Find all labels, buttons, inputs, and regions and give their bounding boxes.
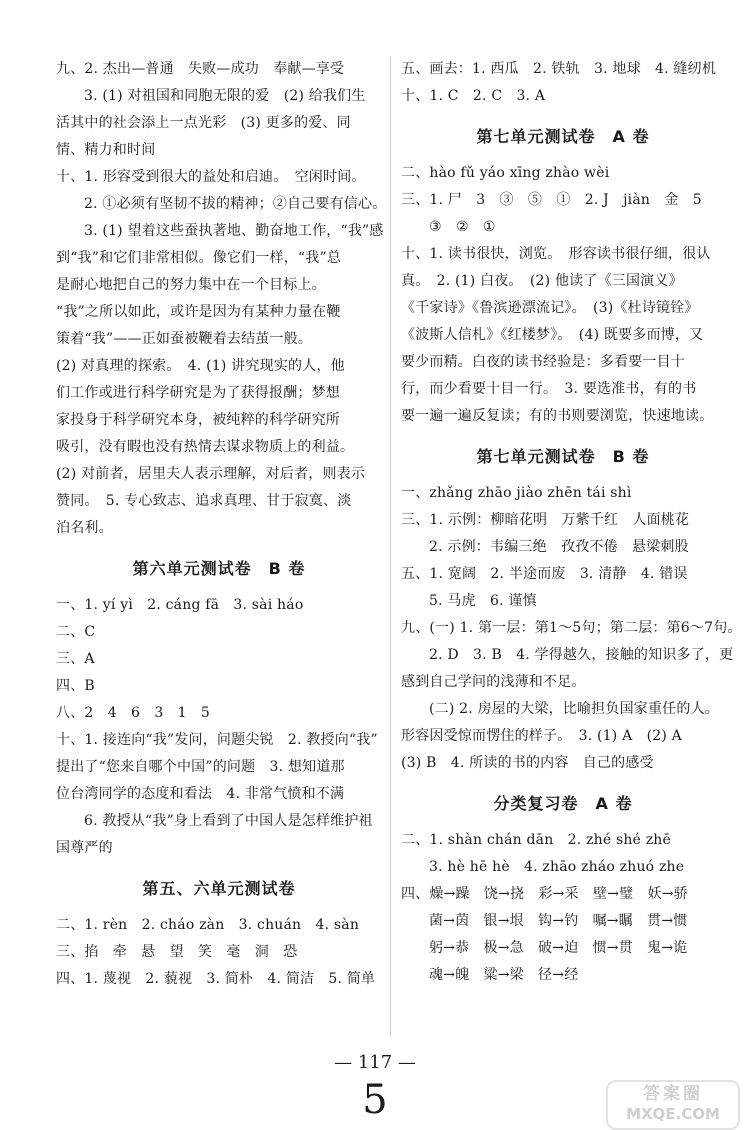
left-block-1: [56, 56, 387, 542]
text-line: 3. (1) 对祖国和同胞无限的爱 (2) 给我们生: [84, 88, 366, 104]
text-line: 3. hè hē hè 4. zhāo zháo zhuó zhe: [429, 859, 685, 875]
text-line: 三、掐 牵 悬 望 笑 毫 洞 恐: [56, 944, 298, 960]
text-line: 2. D 3. B 4. 学得越久，接触的知识多了，更: [429, 647, 734, 663]
page-number: — 117 —: [334, 1052, 416, 1073]
section-heading: 第七单元测试卷 A 卷: [476, 127, 650, 146]
text-line: 四、B: [56, 678, 95, 694]
text-line: 策着“我”——正如蚕被鞭着去结茧一般。: [56, 331, 313, 347]
text-line: 四、燥→躁 饶→挠 彩→采 壁→璧 妖→骄: [401, 886, 688, 902]
right-column: [401, 56, 742, 989]
text-line: 一、1. yí yì 2. cáng fā 3. sài háo: [56, 597, 304, 613]
text-line: 真。 2. (1) 白夜。 (2) 他读了《三国演义》: [401, 273, 683, 289]
text-line: 二、hào fǔ yáo xīng zhào wèi: [401, 165, 610, 181]
text-line: 四、1. 蔑视 2. 藐视 3. 简朴 4. 简洁 5. 简单: [56, 971, 376, 987]
text-line: 《波斯人信札》《红楼梦》。 (4) 既要多而博，又: [401, 327, 704, 343]
section-heading: 分类复习卷 A 卷: [493, 794, 633, 813]
watermark-logo: [606, 1080, 740, 1130]
text-line: 二、1. shàn chán dān 2. zhé shé zhē: [401, 832, 671, 848]
text-line: 十、1. 形容受到很大的益处和启迪。 空闲时间。: [56, 169, 366, 185]
text-line: 躬→恭 极→急 破→迫 惯→贯 鬼→诡: [429, 940, 688, 956]
text-line: 九、(一) 1. 第一层：第1～5句；第二层：第6～7句。: [401, 620, 742, 636]
left-column: [56, 56, 387, 993]
text-line: 魂→魄 粱→梁 径→经: [429, 967, 579, 983]
text-line: 菌→茵 银→垠 钩→钓 嘱→瞩 贯→惯: [429, 913, 688, 929]
text-line: “我”之所以如此，或许是因为有某种力量在鞭: [56, 304, 341, 320]
text-line: 《千家诗》《鲁滨逊漂流记》。 (3)《杜诗镜铨》: [401, 300, 699, 316]
text-line: (二) 2. 房屋的大梁，比喻担负国家重任的人。: [429, 701, 719, 717]
right-block-1: [401, 56, 725, 110]
text-line: (2) 对真理的探索。 4. (1) 讲究现实的人，他: [56, 358, 345, 374]
text-line: 2. ①必须有坚韧不拔的精神；②自己要有信心。: [84, 196, 387, 212]
text-line: 6. 教授从“我”身上看到了中国人是怎样维护祖: [84, 813, 373, 829]
text-line: 要少而精。白夜的读书经验是：多看要一目十: [401, 354, 685, 370]
section-heading: 第六单元测试卷 B 卷: [132, 559, 306, 578]
text-line: 行，而少看要十目一行。 3. 要选准书，有的书: [401, 381, 697, 397]
text-line: 感到自己学问的浅薄和不足。: [401, 674, 586, 690]
text-line: 位台湾同学的态度和看法 4. 非常气愤和不满: [56, 786, 345, 802]
text-line: 2. 示例：韦编三绝 孜孜不倦 悬梁刺股: [429, 539, 689, 555]
text-line: 活其中的社会添上一点光彩 (3) 更多的爱、同: [56, 115, 351, 131]
right-block-3: [401, 480, 742, 777]
text-line: 一、zhǎng zhāo jiào zhēn tái shì: [401, 485, 632, 501]
text-line: (2) 对前者，居里夫人表示理解，对后者，则表示: [56, 466, 366, 482]
text-line: 二、1. rèn 2. cháo zàn 3. chuán 4. sàn: [56, 917, 360, 933]
text-line: 提出了“您来自哪个中国”的问题 3. 想知道那: [56, 759, 345, 775]
text-line: 三、1. 尸 3 ③ ⑤ ① 2. J jiàn 金 5: [401, 192, 702, 208]
text-line: (3) B 4. 所读的书的内容 自己的感受: [401, 755, 654, 771]
section-heading: 第七单元测试卷 B 卷: [476, 447, 650, 466]
watermark-bottom: MXQE.COM: [626, 1105, 720, 1123]
text-line: 五、1. 宽阔 2. 半途而废 3. 清静 4. 错误: [401, 566, 688, 582]
text-line: 们工作或进行科学研究是为了获得报酬；梦想: [56, 385, 340, 401]
text-line: 泊名利。: [56, 520, 113, 536]
right-block-4: [401, 827, 725, 989]
text-line: 是耐心地把自己的努力集中在一个目标上。: [56, 277, 326, 293]
text-line: 形容因受惊而愣住的样子。 3. (1) A (2) A: [401, 728, 682, 744]
text-line: 情、精力和时间: [56, 142, 156, 158]
text-line: 十、1. C 2. C 3. A: [401, 88, 546, 104]
text-line: 赞同。 5. 专心致志、追求真理、甘于寂寞、淡: [56, 493, 352, 509]
text-line: ③ ② ①: [429, 219, 496, 235]
right-block-2: [401, 160, 725, 430]
handwritten-mark: 5: [362, 1077, 388, 1123]
text-line: 3. (1) 望着这些蚕执著地、勤奋地工作，“我”感: [84, 223, 384, 239]
text-line: 5. 马虎 6. 谨慎: [429, 593, 537, 609]
text-line: 五、画去：1. 西瓜 2. 铁轨 3. 地球 4. 缝纫机: [401, 61, 717, 77]
left-block-2: [56, 592, 382, 862]
text-line: 家投身于科学研究本身，被纯粹的科学研究所: [56, 412, 340, 428]
text-line: 到“我”和它们非常相似。像它们一样，“我”总: [56, 250, 342, 266]
text-line: 十、1. 接连向“我”发问，问题尖锐 2. 教授向“我”: [56, 732, 378, 748]
text-line: 八、2 4 6 3 1 5: [56, 705, 211, 721]
column-divider: [390, 56, 391, 1036]
text-line: 吸引，没有暇也没有热情去谋求物质上的利益。: [56, 439, 355, 455]
section-heading: 第五、六单元测试卷: [142, 879, 296, 898]
text-line: 要一遍一遍反复读；有的书则要浏览，快速地读。: [401, 408, 714, 424]
text-line: 九、2. 杰出—普通 失败—成功 奉献—享受: [56, 61, 345, 77]
watermark-top: 答案圈: [643, 1084, 703, 1104]
text-line: 十、1. 读书很快，浏览。 形容读书很仔细，很认: [401, 246, 711, 262]
text-line: 三、1. 示例：柳暗花明 万紫千红 人面桃花: [401, 512, 690, 528]
text-line: 三、A: [56, 651, 95, 667]
text-line: 国尊严的: [56, 840, 113, 856]
text-line: 二、C: [56, 624, 96, 640]
left-block-3: [56, 912, 382, 993]
